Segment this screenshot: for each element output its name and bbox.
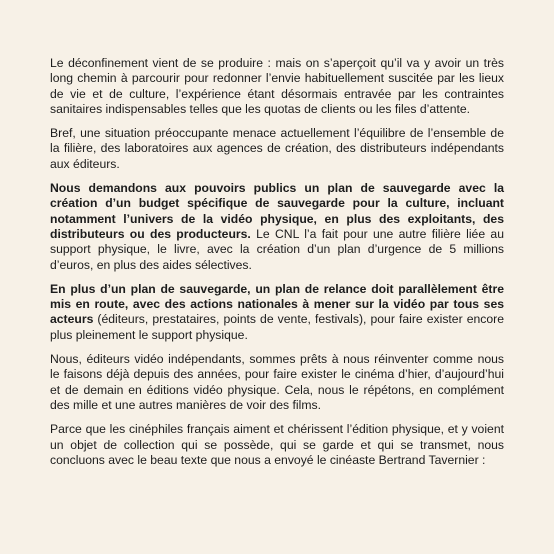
paragraph-situation	[50, 126, 504, 172]
paragraph-plan-relance	[50, 282, 504, 343]
paragraph-cinephiles	[50, 422, 504, 468]
paragraph-text: Bref, une situation préoccupante menace actuellement l’équilibre de l’ensemble de la filière, des laboratoires aux agences de création, des distributeurs indépendants aux éditeurs.	[50, 126, 504, 171]
document-page	[50, 56, 504, 477]
paragraph-deconfinement	[50, 56, 504, 117]
paragraph-plan-sauvegarde	[50, 181, 504, 273]
paragraph-text: Parce que les cinéphiles français aiment et chérissent l’édition physique, et y voient un objet de collection qui se possède, qui se garde et qui se transmet, nous concluons avec le beau texte que nous a envoyé le cinéaste Bertrand Tavernier :	[50, 422, 504, 467]
paragraph-text: Nous, éditeurs vidéo indépendants, sommes prêts à nous réinventer comme nous le faisons déjà depuis des années, pour faire exister le cinéma d’hier, d’aujourd’hui et de demain en éditions vidéo physique. Cela, nous le répétons, en complément des mille et une autres manières de voir des films.	[50, 352, 504, 412]
paragraph-editeurs	[50, 352, 504, 413]
paragraph-bold-lead: Nous demandons aux pouvoirs publics un plan de sauvegarde avec la création d’un budget spécifique de sauvegarde pour la culture, incluant notamment l’univers de la vidéo physique, en plus des exploitants, des distributeurs ou des producteurs.	[50, 181, 504, 241]
paragraph-text: Le CNL l’a fait pour une autre filière liée au support physique, le livre, avec la création d’un plan d’urgence de 5 millions d’euros, en plus des aides sélectives.	[50, 226, 504, 272]
paragraph-text: Le déconfinement vient de se produire : mais on s’aperçoit qu’il va y avoir un très long chemin à parcourir pour redonner l’envie habituellement suscitée par les lieux de vie et de culture, l’expérience étant désormais entravée par les contraintes sanitaires indispensables telles que les quotas de clients ou les files d’attente.	[50, 56, 504, 116]
paragraph-bold-lead: En plus d’un plan de sauvegarde, un plan de relance doit parallèlement être mis en route, avec des actions nationales à mener sur la vidéo par tous ses acteurs	[50, 281, 504, 327]
paragraph-text: (éditeurs, prestataires, points de vente, festivals), pour faire exister encore plus pleinement le support physique.	[50, 312, 504, 342]
